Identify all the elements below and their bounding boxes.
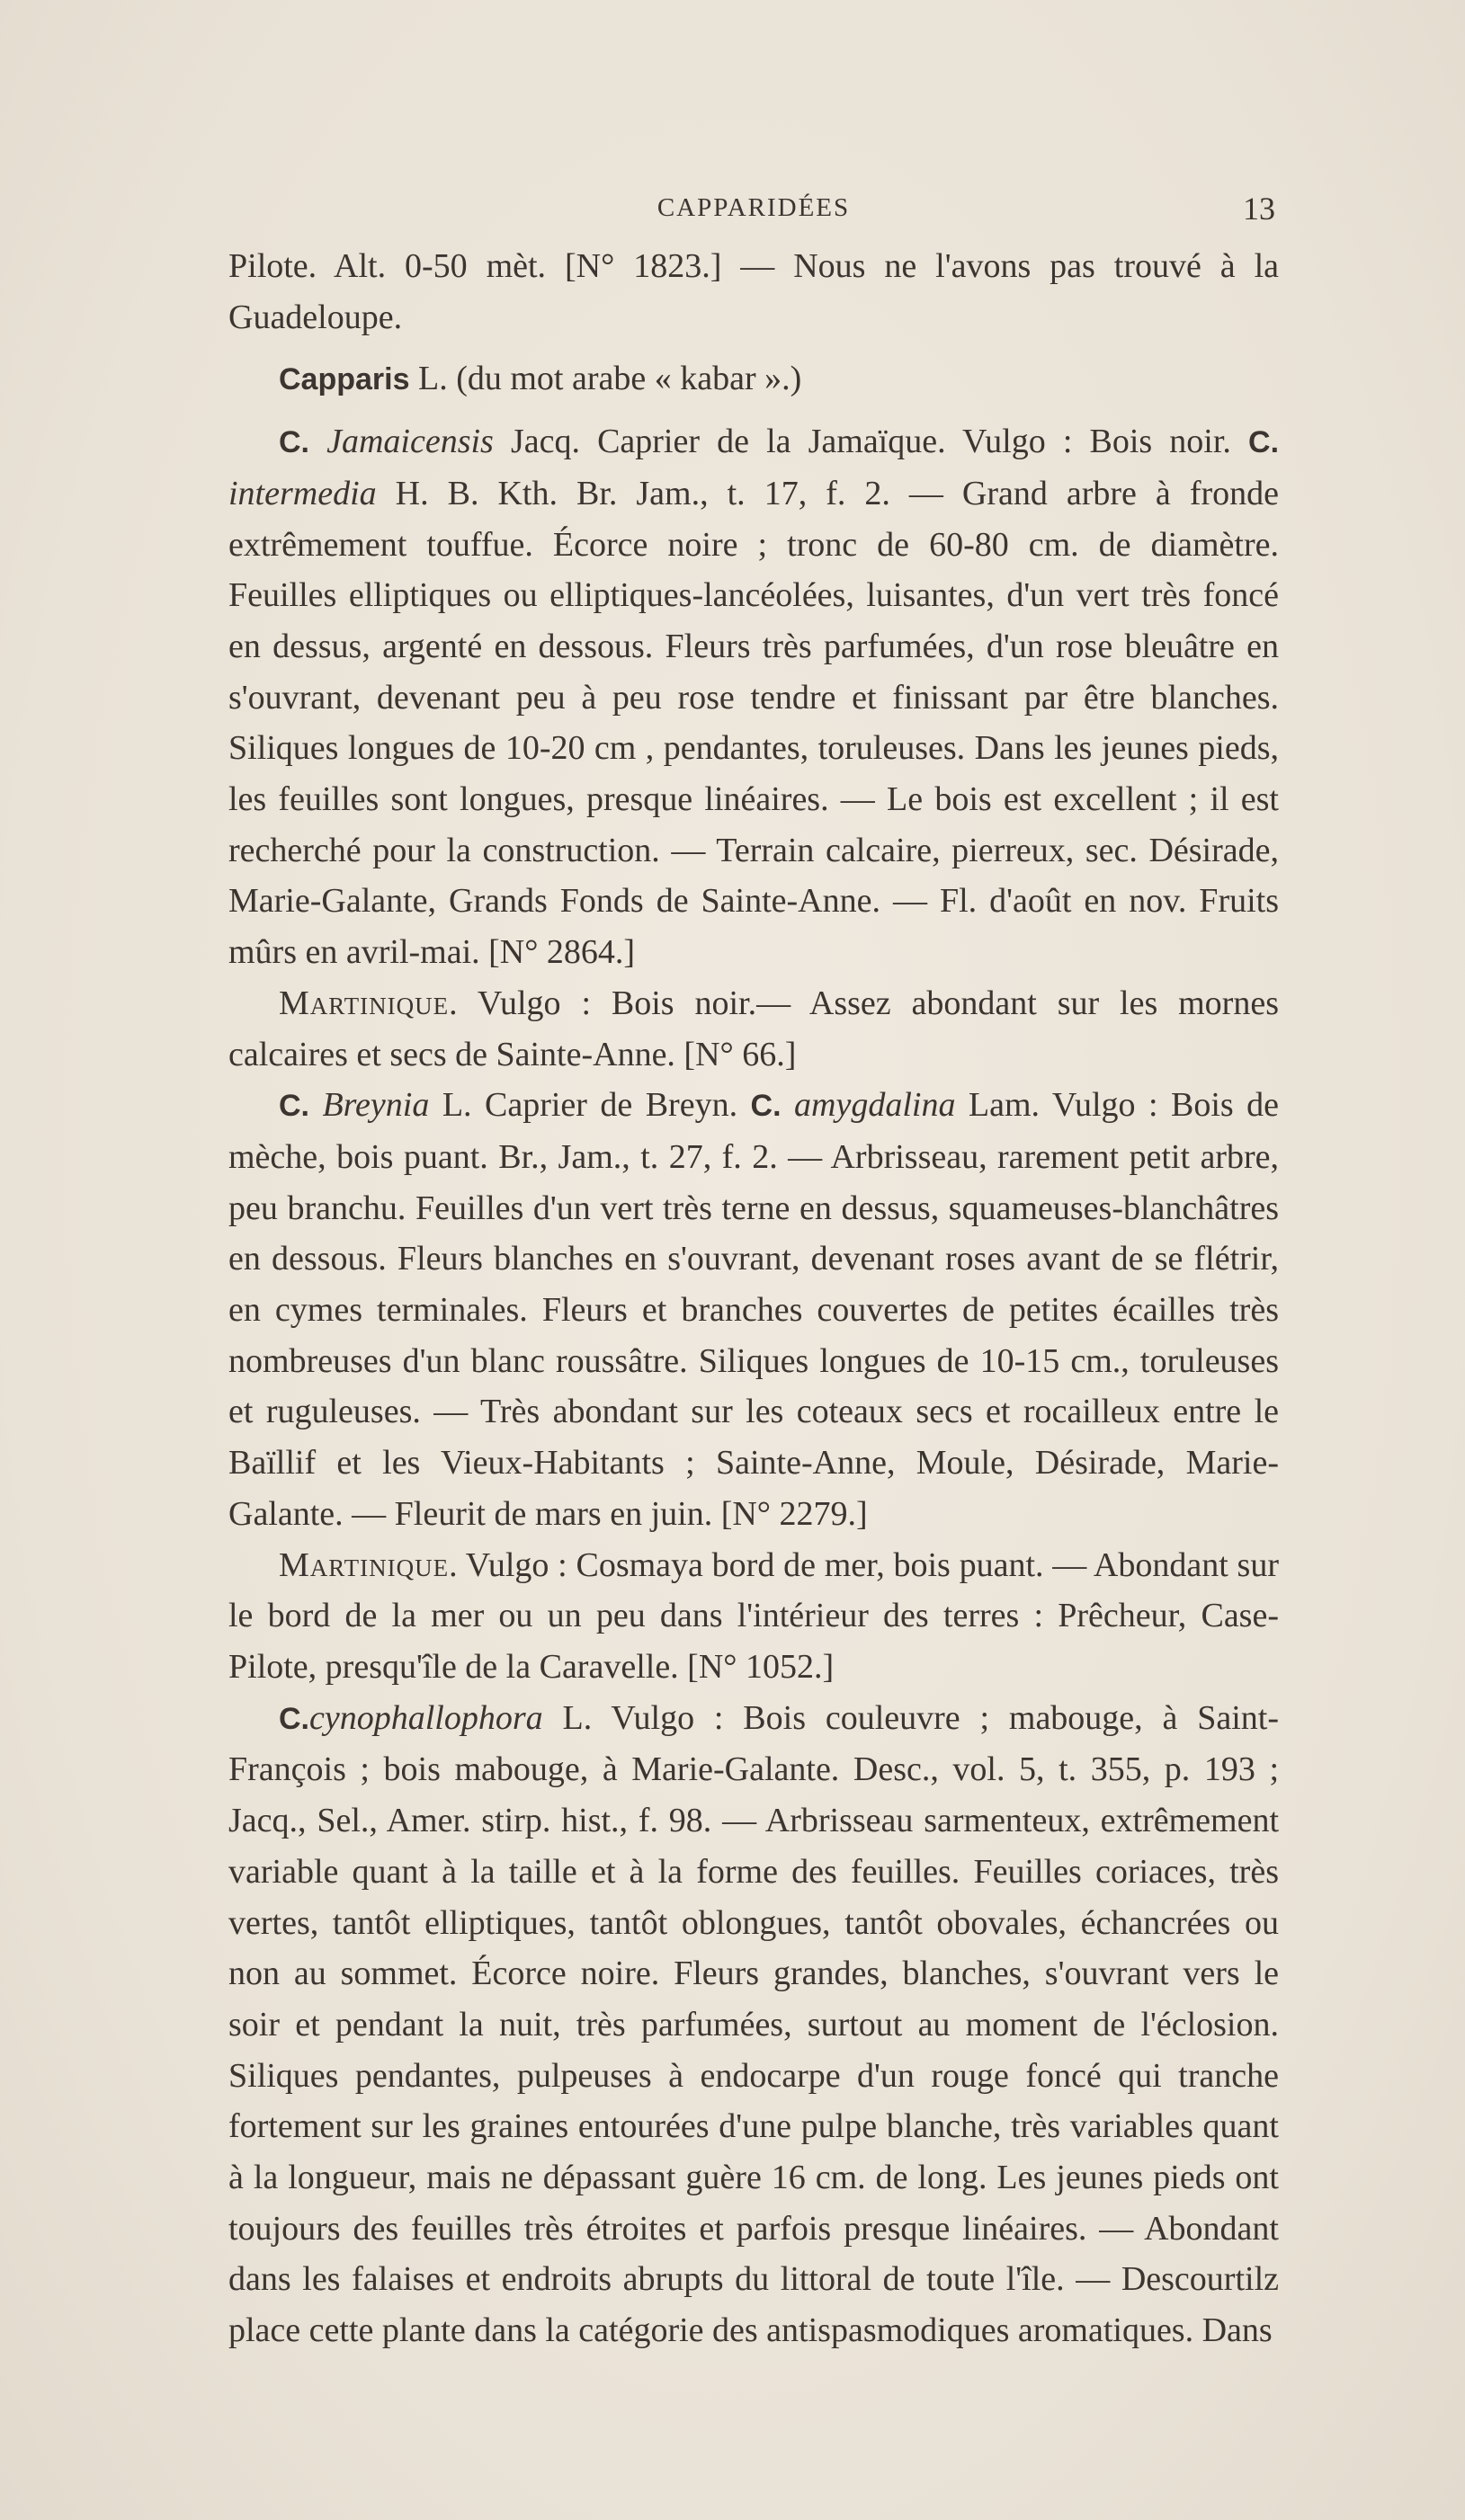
- species-name: amygdalina: [794, 1086, 956, 1125]
- paragraph-text: L. Caprier de Breyn.: [429, 1086, 751, 1125]
- species-abbr: C.: [279, 425, 309, 460]
- species-abbr: C.: [279, 1089, 309, 1124]
- paragraph-text: L. (du mot arabe « kabar ».): [409, 360, 802, 398]
- species-name: intermedia: [228, 474, 377, 512]
- paragraph-c-cynophallophora: [228, 1693, 1279, 2356]
- paragraph-text: Pilote. Alt. 0-50 mèt. [N° 1823.] — Nous ne l'avons pas trouvé à la Guadeloupe.: [228, 247, 1279, 336]
- paragraph-text: . Vulgo : Cosmaya bord de mer, bois puant. — Abondant sur le bord de la mer ou un peu dans l'intérieur des terres : Prêcheur, Case-Pilote, presqu'île de la Caravelle. [N° 1052.]: [228, 1545, 1279, 1686]
- region-name: Martinique: [279, 1545, 450, 1584]
- body-text: [228, 241, 1279, 2356]
- paragraph-text: Lam. Vulgo : Bois de mèche, bois puant. Br., Jam., t. 27, f. 2. — Arbrisseau, rarement petit arbre, peu branchu. Feuilles d'un vert très terne en dessus, squameuses-blanchâtres en dessous. Fleurs blanches en s'ouvrant, devenant roses avant de se flétrir, en cymes terminales. Fleurs et branches couvertes de petites écailles très nombreuses d'un blanc roussâtre. Siliques longues de 10-15 cm., toruleuses et ruguleuses. — Très abondant sur les coteaux secs et rocailleux entre le Baïllif et les Vieux-Habitants ; Sainte-Anne, Moule, Désirade, Marie-Galante. — Fleurit de mars en juin. [N° 2279.]: [228, 1086, 1280, 1533]
- paragraph-text: H. B. Kth. Br. Jam., t. 17, f. 2. — Grand arbre à fronde extrêmement touffue. Écorce noire ; tronc de 60-80 cm. de diamètre. Feuilles elliptiques ou elliptiques-lancéolées, luisantes, d'un vert très foncé en dessus, argenté en dessous. Fleurs très parfumées, d'un rose bleuâtre en s'ouvrant, devenant peu à peu rose tendre et finissant par être blanches. Siliques longues de 10-20 cm , pendantes, toruleuses. Dans les jeunes pieds, les feuilles sont longues, presque linéaires. — Le bois est excellent ; il est recherché pour la construction. — Terrain calcaire, pierreux, sec. Désirade, Marie-Galante, Grands Fonds de Sainte-Anne. — Fl. d'août en nov. Fruits mûrs en avril-mai. [N° 2864.]: [228, 474, 1279, 972]
- region-name: Martinique: [279, 984, 450, 1022]
- paragraph-martinique-1: [228, 978, 1279, 1080]
- paragraph-text: L. Vulgo : Bois couleuvre ; mabouge, à Saint-François ; bois mabouge, à Marie-Galante. Desc., vol. 5, t. 355, p. 193 ; Jacq., Sel., Amer. stirp. hist., f. 98. — Arbrisseau sarmenteux, extrêmement variable quant à la taille et à la forme des feuilles. Feuilles coriaces, très vertes, tantôt elliptiques, tantôt oblongues, tantôt obovales, échancrées ou non au sommet. Écorce noire. Fleurs grandes, blanches, s'ouvrant vers le soir et pendant la nuit, très parfumées, surtout au moment de l'éclosion. Siliques pendantes, pulpeuses à endocarpe d'un rouge foncé qui tranche fortement sur les graines entourées d'une pulpe blanche, très variables quant à la longueur, mais ne dépassant guère 16 cm. de long. Les jeunes pieds ont toujours des feuilles très étroites et parfois presque linéaires. — Abondant dans les falaises et endroits abrupts du littoral de toute l'île. — Descourtilz place cette plante dans la catégorie des antispasmodiques aromatiques. Dans: [228, 1698, 1279, 2350]
- running-title: CAPPARIDÉES: [657, 193, 851, 222]
- paragraph-text: Jacq. Caprier de la Jamaïque. Vulgo : Bois noir.: [493, 423, 1249, 461]
- species-name: Jamaicensis: [326, 423, 494, 461]
- paragraph-text: . Vulgo : Bois noir.— Assez abondant sur les mornes calcaires et secs de Sainte-Anne. [N° 66.]: [228, 984, 1279, 1073]
- species-name: cynophallophora: [309, 1698, 543, 1737]
- paragraph-c-breynia: [228, 1080, 1279, 1539]
- page-header: [232, 193, 1275, 229]
- paragraph-c-jamaicensis: [228, 416, 1279, 978]
- species-abbr: C.: [279, 1701, 309, 1736]
- species-abbr: C.: [750, 1089, 782, 1124]
- species-name: Breynia: [322, 1086, 430, 1125]
- paragraph-continuation: [228, 241, 1279, 343]
- genus-name: Capparis: [279, 362, 410, 397]
- page-number: 13: [1243, 191, 1275, 227]
- paragraph-genus-capparis: [228, 353, 1279, 405]
- paragraph-martinique-2: [228, 1540, 1279, 1693]
- species-abbr: C.: [1248, 425, 1280, 460]
